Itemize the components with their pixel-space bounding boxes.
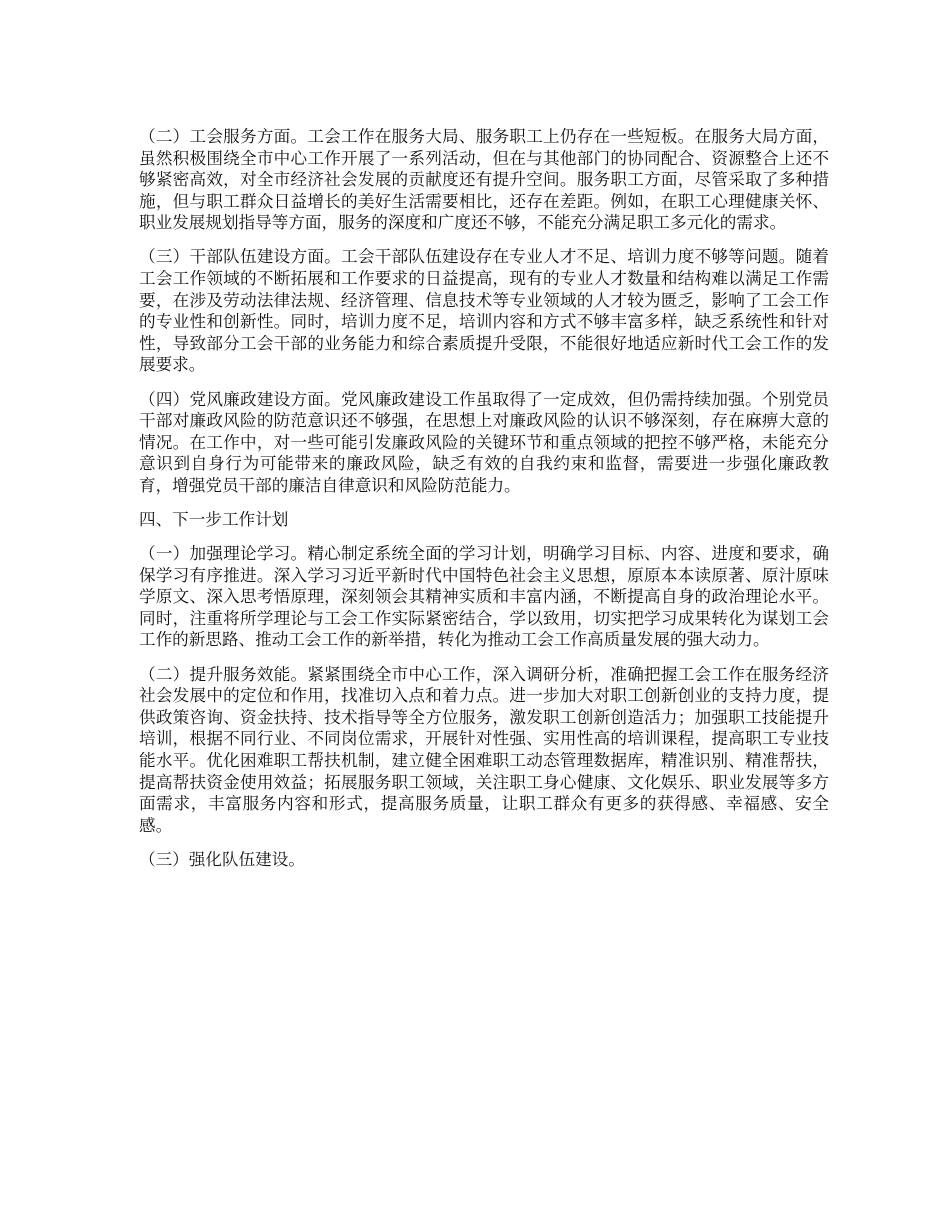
paragraph-union-service: （二）工会服务方面。工会工作在服务大局、服务职工上仍存在一些短板。在服务大局方面，虽然积极围绕全市中心工作开展了一系列活动，但在与其他部门的协同配合、资源整合上还不够紧密高效，对全市经济社会发展的贡献度还有提升空间。服务职工方面，尽管采取了多种措施，但与职工群众日益增长的美好生活需要相比，还存在差距。例如，在职工心理健康关怀、职业发展规划指导等方面，服务的深度和广度还不够，不能充分满足职工多元化的需求。 bbox=[139, 127, 829, 233]
paragraph-party-integrity: （四）党风廉政建设方面。党风廉政建设工作虽取得了一定成效，但仍需持续加强。个别党员干部对廉政风险的防范意识还不够强，在思想上对廉政风险的认识不够深刻，存在麻痹大意的情况。在工作中，对一些可能引发廉政风险的关键环节和重点领域的把控不够严格，未能充分意识到自身行为可能带来的廉政风险，缺乏有效的自我约束和监督，需要进一步强化廉政教育，增强党员干部的廉洁自律意识和风险防范能力。 bbox=[139, 389, 829, 495]
document-body bbox=[139, 126, 829, 883]
section-heading-next-plan: 四、下一步工作计划 bbox=[139, 510, 289, 529]
paragraph-service-efficiency: （二）提升服务效能。紧紧围绕全市中心工作，深入调研分析，准确把握工会工作在服务经济社会发展中的定位和作用，找准切入点和着力点。进一步加大对职工创新创业的支持力度，提供政策咨询、资金扶持、技术指导等全方位服务，激发职工创新创造活力；加强职工技能提升培训，根据不同行业、不同岗位需求，开展针对性强、实用性高的培训课程，提高职工专业技能水平。优化困难职工帮扶机制，建立健全困难职工动态管理数据库，精准识别、精准帮扶，提高帮扶资金使用效益；拓展服务职工领域，关注职工身心健康、文化娱乐、职业发展等多方面需求，丰富服务内容和形式，提高服务质量，让职工群众有更多的获得感、幸福感、安全感。 bbox=[139, 664, 829, 835]
paragraph-team-building: （三）强化队伍建设。 bbox=[139, 849, 305, 869]
paragraph-theory-study: （一）加强理论学习。精心制定系统全面的学习计划，明确学习目标、内容、进度和要求，确保学习有序推进。深入学习习近平新时代中国特色社会主义思想，原原本本读原著、原汁原味学原文、深入思考悟原理，深刻领会其精神实质和丰富内涵，不断提高自身的政治理论水平。同时，注重将所学理论与工会工作实际紧密结合，学以致用，切实把学习成果转化为谋划工会工作的新思路、推动工会工作的新举措，转化为推动工会工作高质量发展的强大动力。 bbox=[139, 544, 829, 650]
paragraph-cadre-team: （三）干部队伍建设方面。工会干部队伍建设存在专业人才不足、培训力度不够等问题。随着工会工作领域的不断拓展和工作要求的日益提高，现有的专业人才数量和结构难以满足工作需要，在涉及劳动法律法规、经济管理、信息技术等专业领域的人才较为匮乏，影响了工会工作的专业性和创新性。同时，培训力度不足，培训内容和方式不够丰富多样，缺乏系统性和针对性，导致部分工会干部的业务能力和综合素质提升受限，不能很好地适应新时代工会工作的发展要求。 bbox=[139, 247, 829, 375]
